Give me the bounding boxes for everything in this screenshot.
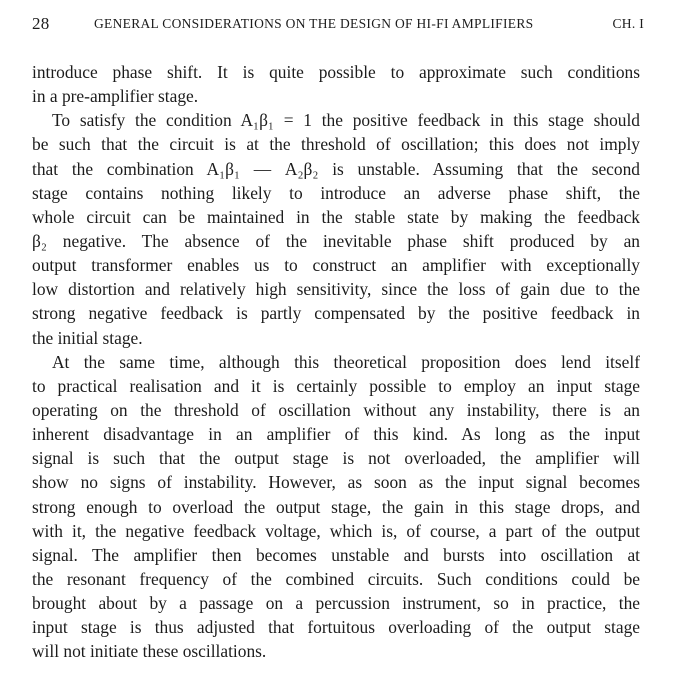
text-line: β₂ negative. The absence of the inevitable phase shift produced by an bbox=[32, 230, 640, 251]
text-line: will not initiate these oscillations. bbox=[32, 641, 267, 662]
text-line: whole circuit can be maintained in the stable state by making the feedback bbox=[32, 206, 640, 227]
text-line: the initial stage. bbox=[32, 327, 143, 348]
text-line: input stage is thus adjusted that fortuitous overloading of the output stage bbox=[32, 617, 640, 638]
text-line: To satisfy the condition A₁β₁ = 1 the positive feedback in this stage should bbox=[52, 110, 640, 131]
page-header bbox=[32, 14, 644, 38]
text-line: to practical realisation and it is certainly possible to employ an input stage bbox=[32, 375, 640, 396]
text-line: with it, the negative feedback voltage, which is, of course, a part of the output bbox=[32, 520, 640, 541]
text-line: signal. The amplifier then becomes unstable and bursts into oscillation at bbox=[32, 544, 640, 565]
text-line: in a pre-amplifier stage. bbox=[32, 86, 199, 107]
text-line: introduce phase shift. It is quite possible to approximate such conditions bbox=[32, 62, 640, 82]
text-line: operating on the threshold of oscillation without any instability, there is an bbox=[32, 399, 640, 420]
text-line: be such that the circuit is at the threshold of oscillation; this does not imply bbox=[32, 134, 640, 155]
text-line: inherent disadvantage in an amplifier of this kind. As long as the input bbox=[32, 424, 640, 445]
text-line: At the same time, although this theoretical proposition does lend itself bbox=[52, 351, 640, 372]
text-line: the resonant frequency of the combined circuits. Such conditions could be bbox=[32, 568, 640, 589]
text-line: brought about by a passage on a percussion instrument, so in practice, the bbox=[32, 593, 640, 614]
body-text bbox=[32, 60, 640, 664]
text-line: strong enough to overload the output stage, the gain in this stage drops, and bbox=[32, 496, 640, 517]
running-title: GENERAL CONSIDERATIONS ON THE DESIGN OF HI-FI AMPLIFIERS bbox=[94, 16, 534, 31]
text-line: signal is such that the output stage is not overloaded, the amplifier will bbox=[32, 448, 640, 469]
chapter-label: CH. I bbox=[612, 16, 644, 31]
text-line: strong negative feedback is partly compensated by the positive feedback in bbox=[32, 303, 640, 324]
text-line: low distortion and relatively high sensitivity, since the loss of gain due to the bbox=[32, 279, 640, 300]
text-line: output transformer enables us to construct an amplifier with exceptionally bbox=[32, 255, 640, 276]
text-line: stage contains nothing likely to introduce an adverse phase shift, the bbox=[32, 182, 640, 203]
page-number: 28 bbox=[32, 14, 50, 33]
text-line: that the combination A₁β₁ — A₂β₂ is unstable. Assuming that the second bbox=[32, 158, 640, 179]
text-line: show no signs of instability. However, as soon as the input signal becomes bbox=[32, 472, 640, 493]
